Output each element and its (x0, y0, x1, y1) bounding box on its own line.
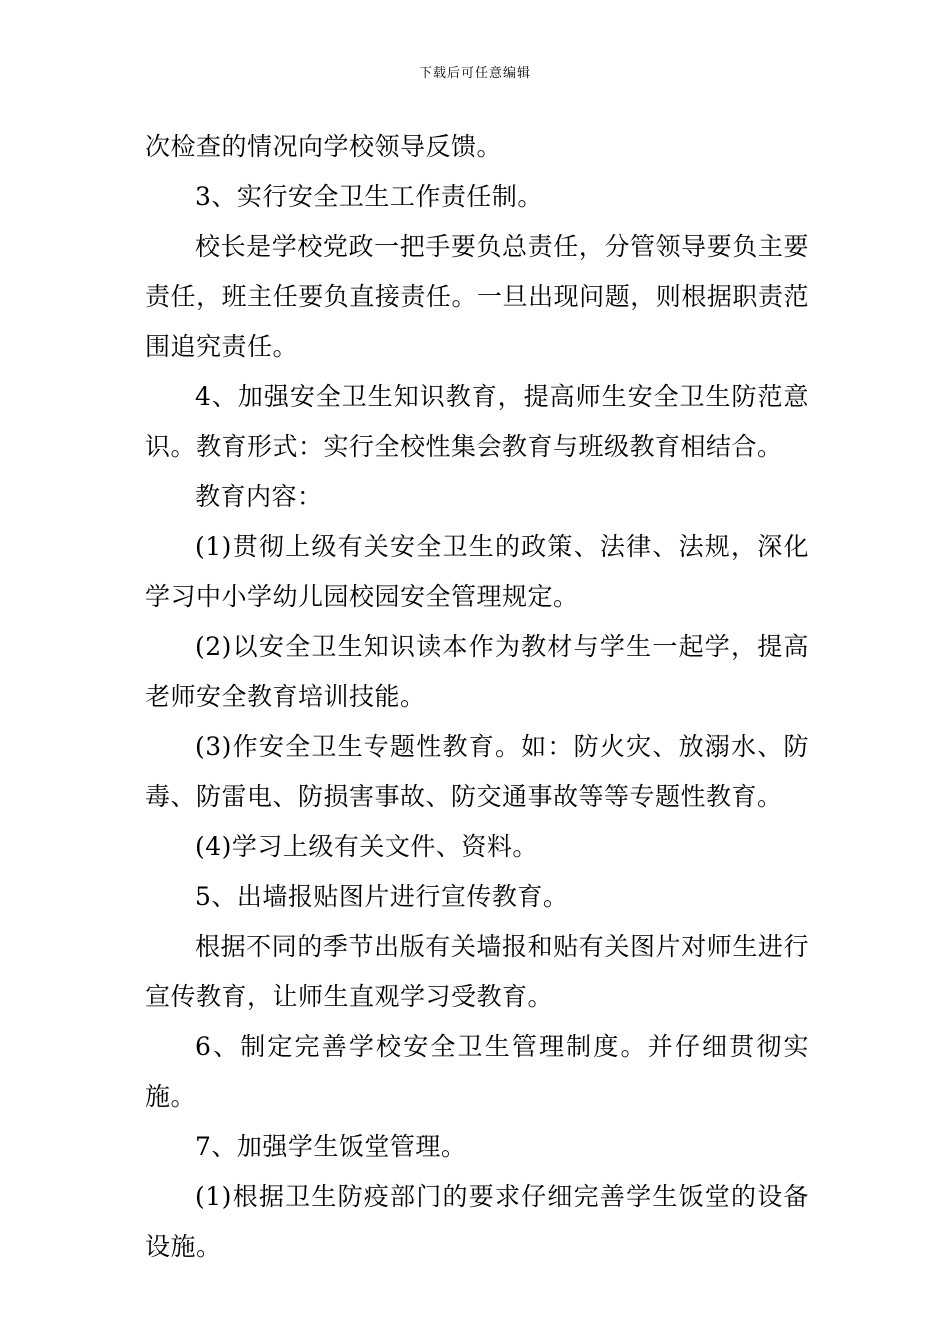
paragraph: (1)根据卫生防疫部门的要求仔细完善学生饭堂的设备设施。 (145, 1182, 809, 1261)
page-header-note: 下载后可任意编辑 (418, 66, 531, 81)
paragraph: (1)贯彻上级有关安全卫生的政策、法律、法规，深化学习中小学幼儿园校园安全管理规定。 (145, 532, 809, 611)
paragraph: (4)学习上级有关文件、资料。 (195, 832, 538, 861)
paragraph: (2)以安全卫生知识读本作为教材与学生一起学，提高老师安全教育培训技能。 (145, 632, 809, 711)
paragraph: 校长是学校党政一把手要负总责任，分管领导要负主要责任，班主任要负直接责任。一旦出现问题，则根据职责范围追究责任。 (145, 232, 809, 361)
paragraph: 3、实行安全卫生工作责任制。 (195, 182, 543, 211)
document-body (145, 122, 809, 1272)
paragraph: 次检查的情况向学校领导反馈。 (145, 132, 503, 161)
paragraph: 4、加强安全卫生知识教育，提高师生安全卫生防范意识。教育形式：实行全校性集会教育与班级教育相结合。 (145, 382, 809, 461)
paragraph: 6、制定完善学校安全卫生管理制度。并仔细贯彻实施。 (145, 1032, 809, 1111)
paragraph: 教育内容： (195, 482, 323, 511)
paragraph: 5、出墙报贴图片进行宣传教育。 (195, 882, 569, 911)
paragraph: 7、加强学生饭堂管理。 (195, 1132, 467, 1161)
paragraph: 根据不同的季节出版有关墙报和贴有关图片对师生进行宣传教育，让师生直观学习受教育。 (145, 932, 809, 1011)
paragraph: (3)作安全卫生专题性教育。如：防火灾、放溺水、防毒、防雷电、防损害事故、防交通事故等等专题性教育。 (145, 732, 809, 811)
